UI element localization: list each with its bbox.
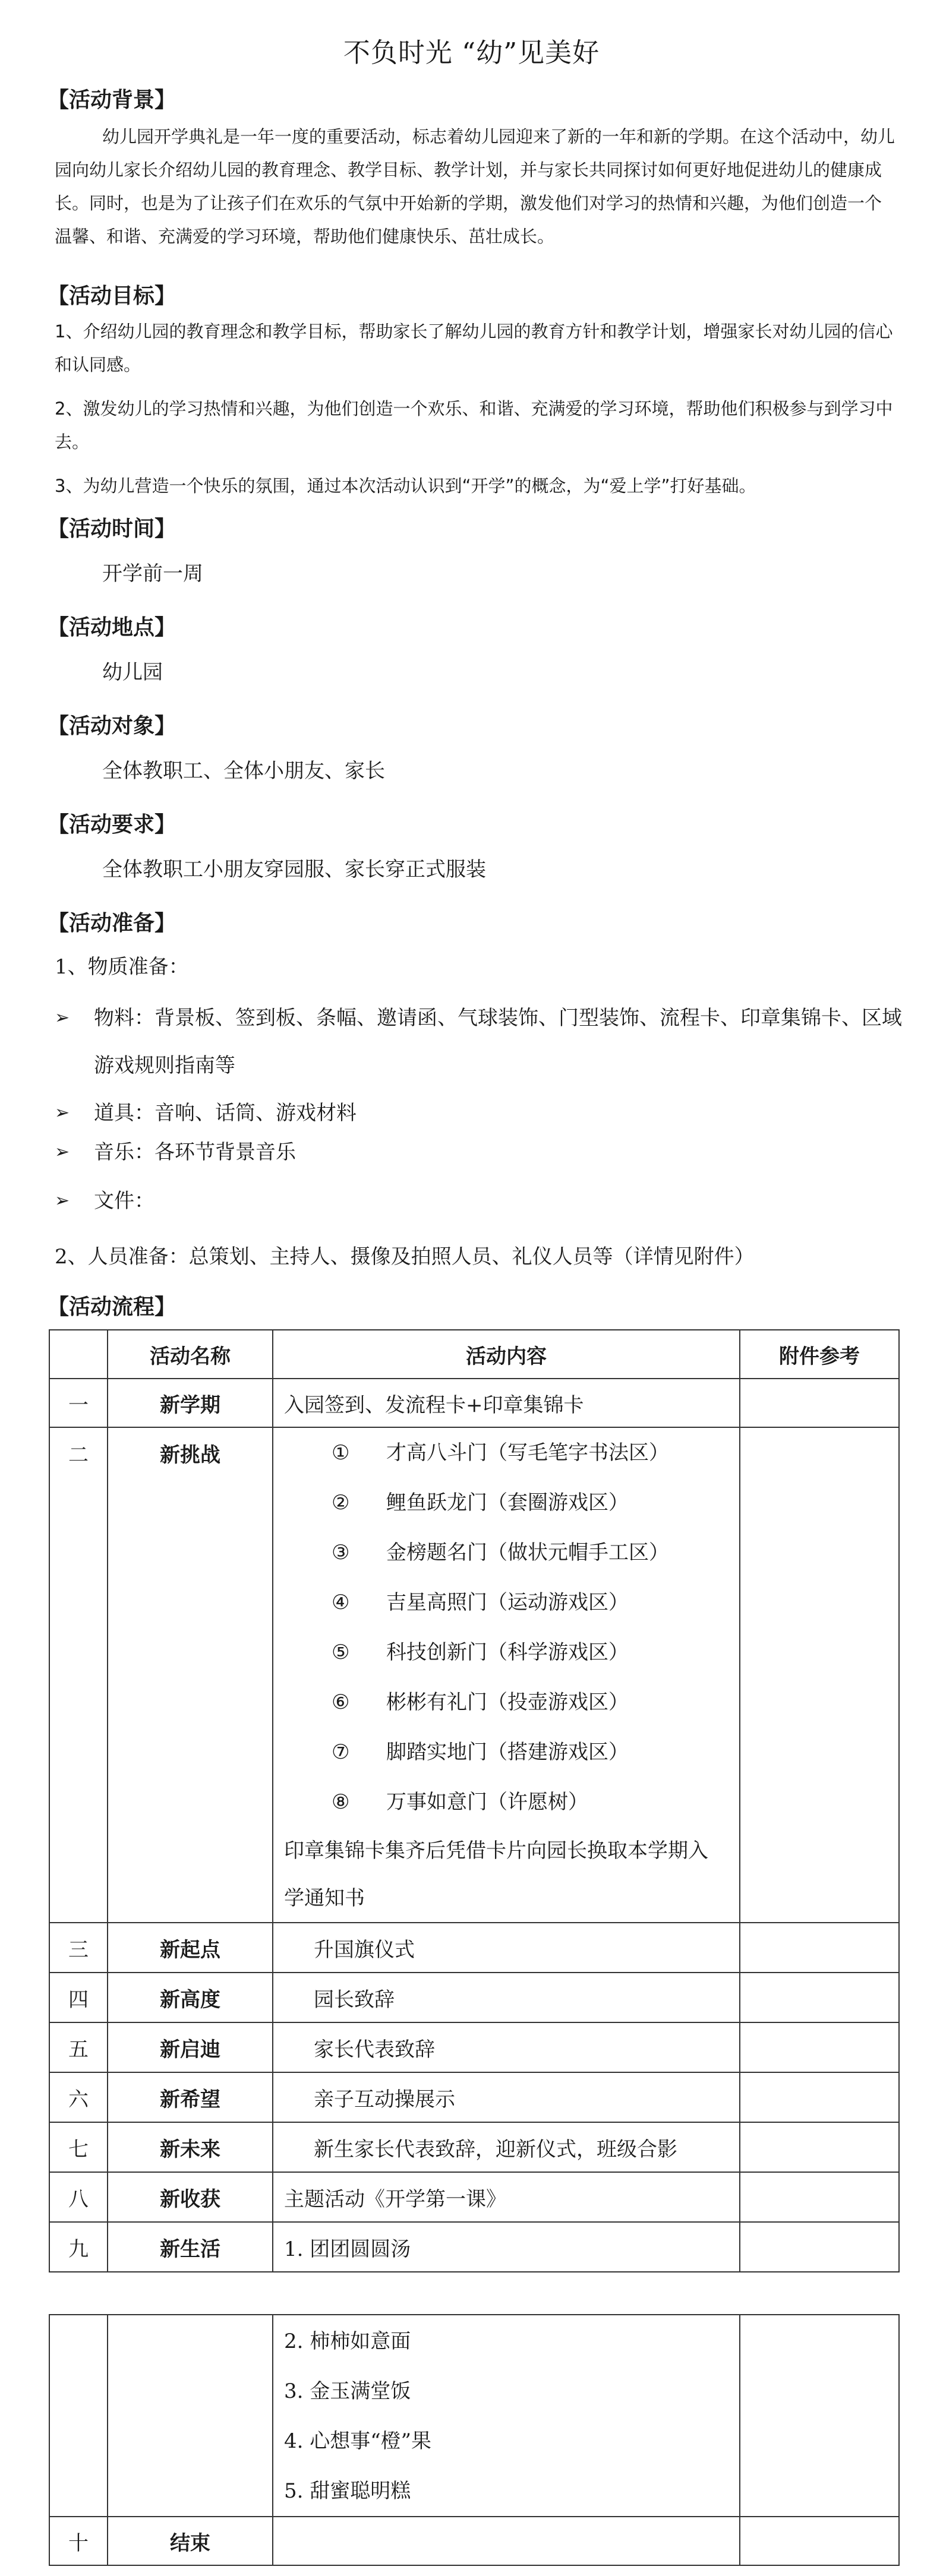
prep-bullet-text: 道具：音响、话筒、游戏材料 [94,1101,357,1125]
place-text: 幼儿园 [102,660,163,684]
table-header-row [49,1330,899,1379]
row-index: 六 [49,2072,108,2122]
row-attachment [740,1379,899,1427]
prep-bullet-text: 物料：背景板、签到板、条幅、邀请函、气球装饰、门型装饰、流程卡、印章集锦卡、区域游戏规则指南等 [94,1006,902,1077]
row-content: 升国旗仪式 [273,1923,740,1973]
target-text: 全体教职工、全体小朋友、家长 [102,759,385,783]
header-name: 活动名称 [108,1330,273,1379]
table-row [49,1973,899,2022]
challenge-content [273,1427,740,1923]
gate-item: ⑦ 脚踏实地门（搭建游戏区） [332,1740,629,1764]
arrow-bullet-icon: ➢ [55,1007,70,1028]
row-name: 新学期 [108,1379,273,1427]
document-title: 不负时光 “幼”见美好 [343,37,600,68]
arrow-bullet-icon: ➢ [55,1142,70,1162]
row-name [108,2315,273,2517]
heading-prep: 【活动准备】 [48,911,176,935]
row-attachment [740,1923,899,1973]
table-row [49,2072,899,2122]
row-name: 新生活 [108,2222,273,2272]
row-index: 九 [49,2222,108,2272]
row-attachment [740,2172,899,2222]
heading-background: 【活动背景】 [48,87,176,112]
arrow-bullet-icon: ➢ [55,1102,70,1123]
row-content: 家长代表致辞 [273,2022,740,2072]
row-name: 新起点 [108,1923,273,1973]
row-attachment [740,1427,899,1923]
table-row-continued [49,2315,899,2517]
row-index: 八 [49,2172,108,2222]
continued-content [273,2315,740,2517]
row-content: 1. 团团圆圆汤 [273,2222,740,2272]
row-attachment [740,2315,899,2517]
header-content: 活动内容 [273,1330,740,1379]
time-text: 开学前一周 [102,562,203,586]
heading-place: 【活动地点】 [48,615,176,640]
row-content [273,2517,740,2565]
gate-item: ⑤ 科技创新门（科学游戏区） [332,1641,629,1664]
row-name: 结束 [108,2517,273,2565]
goal-item-3: 3、为幼儿营造一个快乐的氛围，通过本次活动认识到“开学”的概念，为“爱上学”打好基础。 [55,476,756,496]
row-name: 新启迪 [108,2022,273,2072]
lunch-item: 5. 甜蜜聪明糕 [284,2479,411,2503]
table-row-challenge [49,1427,899,1923]
flow-table [49,1329,900,2272]
row-content: 入园签到、发流程卡+印章集锦卡 [273,1379,740,1427]
prep-bullet-text: 文件： [94,1189,154,1213]
row-content: 主题活动《开学第一课》 [273,2172,740,2222]
prep-material-title: 1、物质准备： [55,955,189,979]
gate-item: ② 鲤鱼跃龙门（套圈游戏区） [332,1491,629,1515]
gate-item: ③ 金榜题名门（做状元帽手工区） [332,1541,669,1564]
row-attachment [740,2222,899,2272]
heading-target: 【活动对象】 [48,713,176,738]
row-name: 新未来 [108,2122,273,2172]
gate-item: ⑧ 万事如意门（许愿树） [332,1790,588,1814]
requirement-text: 全体教职工小朋友穿园服、家长穿正式服装 [102,858,486,881]
table-row [49,2222,899,2272]
lunch-item: 4. 心想事“橙”果 [284,2429,432,2453]
prep-staff: 2、人员准备：总策划、主持人、摄像及拍照人员、礼仪人员等（详情见附件） [55,1245,755,1269]
heading-goals: 【活动目标】 [48,283,176,308]
row-attachment [740,1973,899,2022]
gate-item: ④ 吉星高照门（运动游戏区） [332,1591,629,1614]
row-name: 新希望 [108,2072,273,2122]
goal-item-1: 1、介绍幼儿园的教育理念和教学目标，帮助家长了解幼儿园的教育方针和教学计划，增强家长对幼儿园的信心和认同感。 [55,321,893,375]
table-row [49,1379,899,1427]
table-row [49,2122,899,2172]
prep-bullet-text: 音乐：各环节背景音乐 [94,1140,296,1164]
row-content: 亲子互动操展示 [273,2072,740,2122]
header-attachment: 附件参考 [740,1330,899,1379]
flow-table-continued [49,2314,900,2566]
row-index: 七 [49,2122,108,2172]
table-row [49,1923,899,1973]
challenge-note: 印章集锦卡集齐后凭借卡片向园长换取本学期入学通知书 [284,1839,708,1910]
row-name: 新高度 [108,1973,273,2022]
header-index [49,1330,108,1379]
table-row [49,2172,899,2222]
row-attachment [740,2517,899,2565]
row-index: 十 [49,2517,108,2565]
row-attachment [740,2072,899,2122]
row-attachment [740,2022,899,2072]
row-index: 四 [49,1973,108,2022]
row-index: 三 [49,1923,108,1973]
arrow-bullet-icon: ➢ [55,1190,70,1211]
row-index: 二 [49,1427,108,1923]
table-row-end [49,2517,899,2565]
row-index [49,2315,108,2517]
heading-requirement: 【活动要求】 [48,812,176,837]
heading-time: 【活动时间】 [48,516,176,541]
background-paragraph: 幼儿园开学典礼是一年一度的重要活动，标志着幼儿园迎来了新的一年和新的学期。在这个活动中，幼儿园向幼儿家长介绍幼儿园的教育理念、教学目标、教学计划，并与家长共同探讨如何更好地促进幼儿的健康成长。同时，也是为了让孩子们在欢乐的气氛中开始新的学期，激发他们对学习的热情和兴趣，为他们创造一个温馨、和谐、充满爱的学习环境，帮助他们健康快乐、茁壮成长。 [55,127,895,246]
goal-item-2: 2、激发幼儿的学习热情和兴趣，为他们创造一个欢乐、和谐、充满爱的学习环境，帮助他们积极参与到学习中去。 [55,399,893,452]
row-content: 园长致辞 [273,1973,740,2022]
row-index: 五 [49,2022,108,2072]
row-attachment [740,2122,899,2172]
row-name: 新收获 [108,2172,273,2222]
gate-item: ⑥ 彬彬有礼门（投壶游戏区） [332,1690,629,1714]
row-index: 一 [49,1379,108,1427]
row-name: 新挑战 [108,1427,273,1923]
lunch-item: 2. 柿柿如意面 [284,2330,411,2353]
heading-flow: 【活动流程】 [48,1294,176,1319]
table-row [49,2022,899,2072]
row-content: 新生家长代表致辞，迎新仪式，班级合影 [273,2122,740,2172]
lunch-item: 3. 金玉满堂饭 [284,2379,411,2403]
gate-item: ① 才高八斗门（写毛笔字书法区） [332,1441,669,1465]
